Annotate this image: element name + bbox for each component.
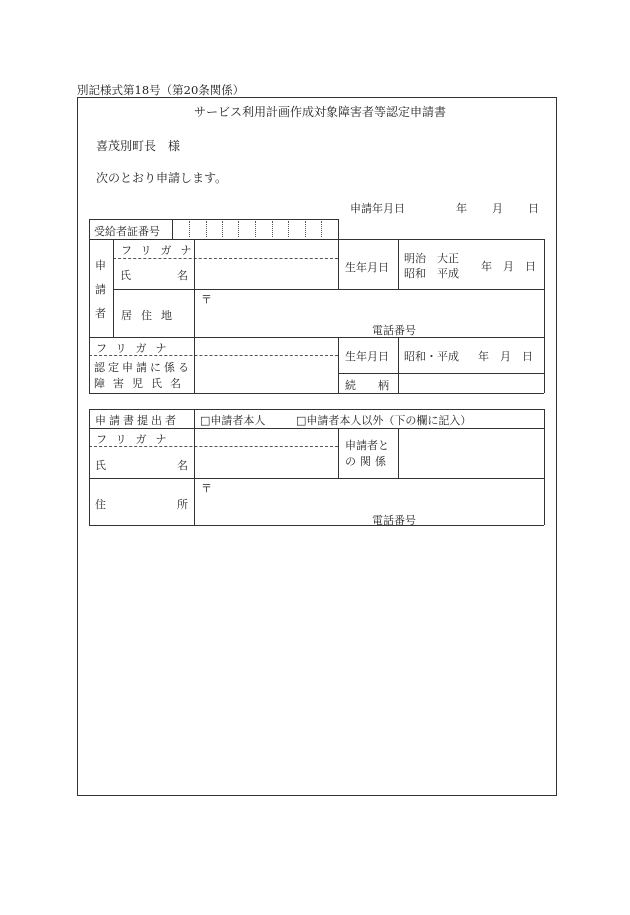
submitter-phone-label: 電話番号 [372,514,416,527]
application-date-year: 年 [456,202,467,215]
applicant-phone-label: 電話番号 [372,324,416,337]
child-birthdate-label: 生年月日 [345,350,389,363]
submitter-label: 申請書提出者 [95,414,179,427]
submitter-option-other[interactable]: □申請者本人以外（下の欄に記入） [296,414,472,427]
applicant-side-char-3: 者 [95,307,106,320]
submitter-furigana-label: フリガナ [96,433,176,446]
intro-text: 次のとおり申請します。 [96,171,228,185]
applicant-eras-line2: 昭和 平成 [404,267,459,280]
child-relationship-label: 続柄 [345,379,411,392]
applicant-birthdate-ymd: 年 月 日 [481,260,536,273]
submitter-address-label-1: 住 [95,498,106,511]
child-name-label-line1: 認定申請に係る [94,361,192,374]
child-eras: 昭和・平成 [404,350,459,363]
applicant-name-label-1: 氏 [120,269,131,282]
form-number-label: 別記様式第18号（第20条関係） [77,83,245,97]
applicant-name-label-2: 名 [177,269,188,282]
submitter-name-label-2: 名 [177,459,188,472]
form-title: サービス利用計画作成対象障害者等認定申請書 [194,105,447,119]
child-birthdate-ymd: 年 月 日 [478,350,533,363]
applicant-address-label: 居住地 [121,309,181,322]
applicant-side-char-1: 申 [95,259,106,272]
applicant-postal-mark: 〒 [201,293,212,306]
submitter-relationship-line2: の関係 [345,455,390,468]
addressee: 喜茂別町長 様 [96,139,181,153]
application-date-month: 月 [492,202,503,215]
applicant-eras-line1: 明治 大正 [404,252,459,265]
submitter-option-self[interactable]: □申請者本人 [200,414,266,427]
submitter-postal-mark: 〒 [201,482,212,495]
recipient-number-label: 受給者証番号 [94,225,160,238]
applicant-side-char-2: 請 [95,283,106,296]
applicant-birthdate-label: 生年月日 [345,261,389,274]
submitter-address-label-2: 所 [177,498,188,511]
child-furigana-label: フリガナ [96,342,176,355]
submitter-name-label-1: 氏 [95,459,106,472]
application-date-label: 申請年月日 [350,202,405,215]
child-name-label-line2: 障害児氏名 [94,377,189,390]
submitter-relationship-line1: 申請者と [345,439,389,452]
application-date-day: 日 [528,202,539,215]
applicant-furigana-label: フリガナ [121,244,201,257]
